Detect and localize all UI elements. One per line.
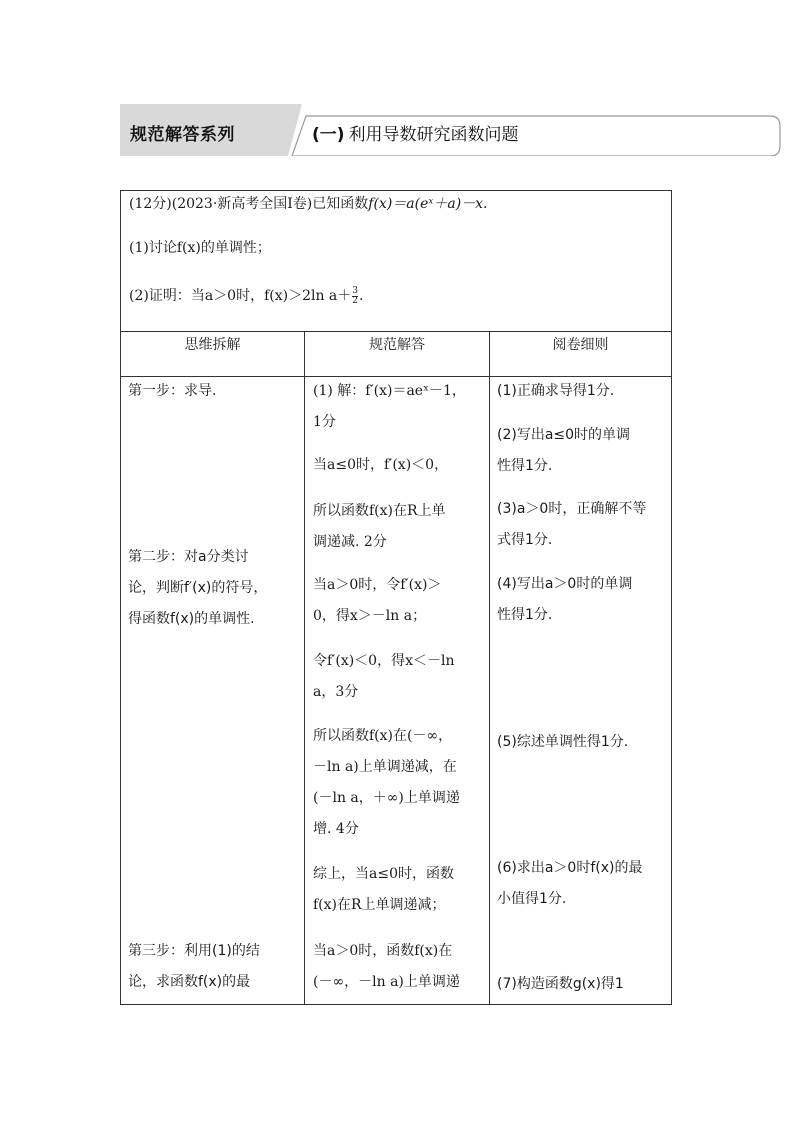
thinking-step-2-line-2: 论，判断f′(x)的符号， xyxy=(128,580,268,596)
header-solution: 规范解答 xyxy=(369,337,425,353)
solution-line: 当a＞0时，令f′(x)＞ xyxy=(313,577,442,593)
column-divider xyxy=(304,332,305,1004)
grading-rule: (5)综述单调性得1分. xyxy=(497,734,629,750)
header-grading: 阅卷细则 xyxy=(552,337,609,353)
problem-box xyxy=(120,190,672,332)
solution-line: 增. 4分 xyxy=(313,821,359,837)
function-definition: f(x)＝a(eˣ＋a)－x. xyxy=(368,196,488,212)
thinking-step-2-line-3: 得函数f(x)的单调性. xyxy=(128,611,255,627)
solution-line: (－ln a，＋∞)上单调递 xyxy=(313,790,460,806)
solution-line: 0，得x＞－ln a； xyxy=(313,608,427,624)
solution-line: 综上，当a≤0时，函数 xyxy=(313,866,454,882)
solution-line: 所以函数f(x)在R上单 xyxy=(313,503,446,519)
grading-rule: (6)求出a＞0时f(x)的最 xyxy=(497,860,643,876)
grading-rule: 性得1分. xyxy=(497,607,553,623)
part2-end: . xyxy=(359,288,364,304)
thinking-step-1: 第一步：求导. xyxy=(128,383,217,399)
grading-rule: 性得1分. xyxy=(497,458,553,474)
solution-line: (－∞，－ln a)上单调递 xyxy=(313,974,460,990)
grading-rule: (1)正确求导得1分. xyxy=(497,383,615,399)
problem-source: (12分)(2023·新高考全国Ⅰ卷)已知函数 xyxy=(129,196,369,212)
grading-rule: (3)a＞0时，正确解不等 xyxy=(497,501,647,517)
solution-line: 1分 xyxy=(313,414,336,430)
section-number: (一) xyxy=(312,125,345,145)
solution-line: f(x)在R上单调递减； xyxy=(313,897,446,913)
grading-rule: 式得1分. xyxy=(497,532,553,548)
fraction xyxy=(352,287,358,306)
solution-table xyxy=(120,332,672,1005)
thinking-step-3-line-1: 第三步：利用(1)的结 xyxy=(128,943,260,959)
part2-text: (2)证明：当a＞0时，f(x)＞2ln a＋ xyxy=(129,288,352,304)
grading-rule: 小值得1分. xyxy=(497,891,567,907)
series-banner xyxy=(120,104,782,156)
solution-line: 令f′(x)＜0，得x＜－ln xyxy=(313,653,455,669)
series-label: 规范解答系列 xyxy=(130,125,235,145)
problem-stem xyxy=(129,193,488,213)
grading-rule: (7)构造函数g(x)得1 xyxy=(497,976,624,992)
section-title: 利用导数研究函数问题 xyxy=(348,125,519,145)
solution-line: 调递减. 2分 xyxy=(313,534,387,550)
grading-rule: (4)写出a＞0时的单调 xyxy=(497,576,633,592)
solution-line: 当a＞0时，函数f(x)在 xyxy=(313,943,453,959)
solution-line: (1) 解：f′(x)＝aeˣ－1， xyxy=(313,383,466,399)
header-thinking: 思维拆解 xyxy=(184,337,241,353)
problem-part-2 xyxy=(129,285,363,306)
section-heading xyxy=(312,120,519,145)
solution-line: －ln a)上单调递减，在 xyxy=(313,759,457,775)
solution-line: a，3分 xyxy=(313,684,359,700)
solution-line: 所以函数f(x)在(－∞， xyxy=(313,728,453,744)
fraction-numerator: 3 xyxy=(352,285,359,296)
solution-line: 当a≤0时，f′(x)＜0， xyxy=(313,457,449,473)
thinking-step-2-line-1: 第二步：对a分类讨 xyxy=(128,549,249,565)
grading-rule: (2)写出a≤0时的单调 xyxy=(497,427,631,443)
problem-part-1: (1)讨论f(x)的单调性； xyxy=(129,240,271,256)
column-divider xyxy=(489,332,490,1004)
thinking-step-3-line-2: 论，求函数f(x)的最 xyxy=(128,974,251,990)
fraction-denominator: 2 xyxy=(352,295,359,306)
